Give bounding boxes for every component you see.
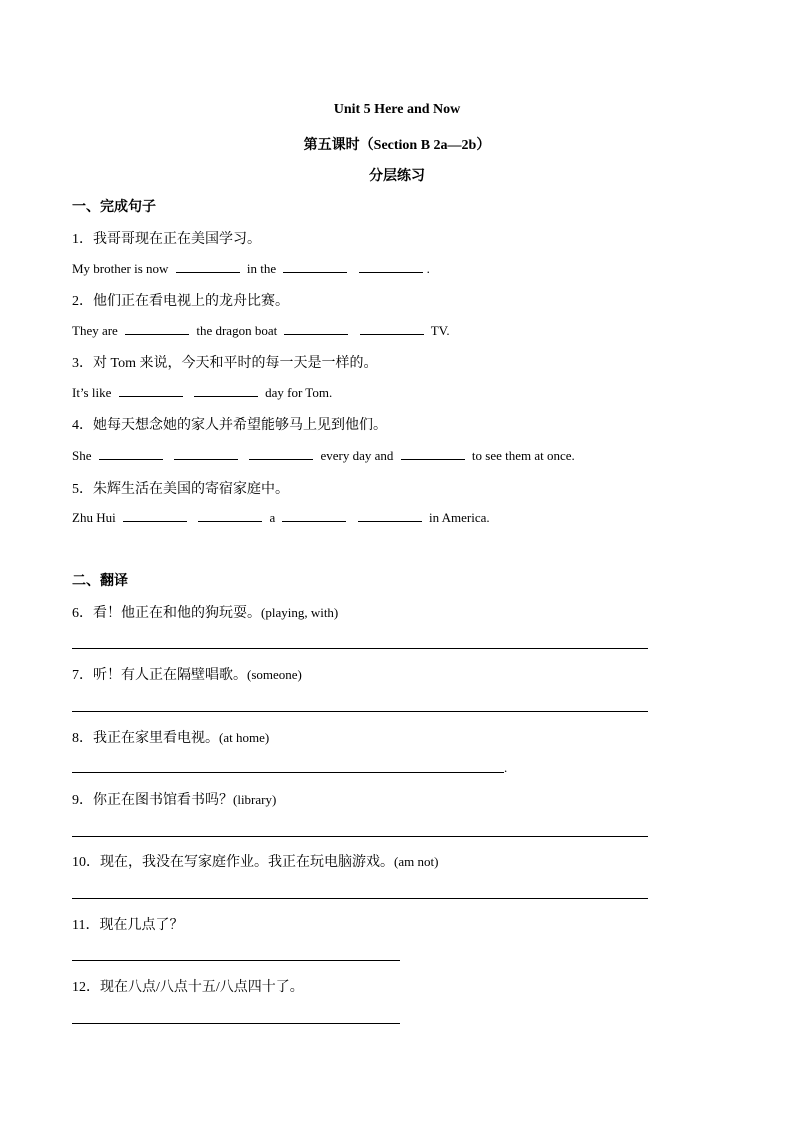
question-1-english bbox=[72, 260, 430, 277]
section-heading-complete-sentences: 一、完成句子 bbox=[72, 200, 156, 215]
q10-hint: (am not) bbox=[394, 854, 439, 869]
q8-hint: (at home) bbox=[219, 730, 270, 745]
question-5-english bbox=[72, 509, 490, 526]
q7-hint: (someone) bbox=[247, 667, 302, 682]
q1-text-b: in the bbox=[246, 261, 277, 276]
answer-line[interactable] bbox=[72, 711, 648, 712]
page-subtitle-2: 分层练习 bbox=[369, 169, 425, 184]
answer-line[interactable] bbox=[72, 898, 648, 899]
q1-text-a: My brother is now bbox=[72, 261, 169, 276]
answer-blank[interactable] bbox=[176, 260, 240, 273]
question-4-english bbox=[72, 447, 575, 464]
page-title: Unit 5 Here and Now bbox=[333, 102, 461, 117]
section-heading-translation: 二、翻译 bbox=[72, 574, 128, 589]
answer-line[interactable] bbox=[72, 836, 648, 837]
answer-line[interactable] bbox=[72, 772, 504, 773]
answer-blank[interactable] bbox=[99, 447, 163, 460]
question-2-english bbox=[72, 322, 450, 339]
answer-blank[interactable] bbox=[123, 509, 187, 522]
answer-blank[interactable] bbox=[125, 322, 189, 335]
q4-text-c: to see them at once. bbox=[471, 448, 575, 463]
q6-hint: (playing, with) bbox=[261, 605, 339, 620]
answer-blank[interactable] bbox=[358, 509, 422, 522]
answer-blank[interactable] bbox=[360, 322, 424, 335]
answer-blank[interactable] bbox=[401, 447, 465, 460]
q5-text-c: in America. bbox=[428, 510, 490, 525]
question-4-chinese: 4．她每天想念她的家人并希望能够马上见到他们。 bbox=[72, 418, 387, 433]
q12-chinese: 12．现在八点/八点十五/八点四十了。 bbox=[72, 980, 304, 995]
answer-line[interactable] bbox=[72, 648, 648, 649]
q3-text-a: It’s like bbox=[72, 385, 112, 400]
question-10 bbox=[72, 851, 438, 871]
question-7 bbox=[72, 664, 302, 684]
q10-chinese: 10．现在，我没在写家庭作业。我正在玩电脑游戏。 bbox=[72, 855, 394, 870]
answer-line[interactable] bbox=[72, 1023, 400, 1024]
q8-chinese: 8．我正在家里看电视。 bbox=[72, 731, 219, 746]
answer-blank[interactable] bbox=[198, 509, 262, 522]
question-9 bbox=[72, 789, 276, 809]
answer-line[interactable] bbox=[72, 960, 400, 961]
q6-chinese: 6．看！他正在和他的狗玩耍。 bbox=[72, 606, 261, 621]
q8-period: . bbox=[504, 760, 508, 775]
question-8 bbox=[72, 727, 269, 747]
answer-blank[interactable] bbox=[174, 447, 238, 460]
q11-chinese: 11．现在几点了？ bbox=[72, 918, 184, 933]
answer-blank[interactable] bbox=[359, 260, 423, 273]
answer-blank[interactable] bbox=[282, 509, 346, 522]
page-subtitle: 第五课时（Section B 2a—2b） bbox=[303, 138, 491, 153]
answer-blank[interactable] bbox=[249, 447, 313, 460]
q5-text-b: a bbox=[269, 510, 276, 525]
answer-blank[interactable] bbox=[283, 260, 347, 273]
answer-blank[interactable] bbox=[284, 322, 348, 335]
q7-chinese: 7．听！有人正在隔壁唱歌。 bbox=[72, 668, 247, 683]
q2-text-a: They are bbox=[72, 323, 118, 338]
q1-text-c: . bbox=[426, 261, 430, 276]
question-3-chinese: 3．对 Tom 来说，今天和平时的每一天是一样的。 bbox=[72, 356, 378, 371]
question-11 bbox=[72, 914, 183, 934]
q2-text-b: the dragon boat bbox=[196, 323, 278, 338]
question-3-english bbox=[72, 384, 332, 401]
q9-chinese: 9．你正在图书馆看书吗？ bbox=[72, 793, 233, 808]
question-1-chinese: 1．我哥哥现在正在美国学习。 bbox=[72, 232, 261, 247]
q4-text-b: every day and bbox=[320, 448, 394, 463]
question-12 bbox=[72, 976, 304, 996]
q9-hint: (library) bbox=[233, 792, 277, 807]
q4-text-a: She bbox=[72, 448, 92, 463]
question-6 bbox=[72, 602, 338, 622]
q3-text-b: day for Tom. bbox=[265, 385, 333, 400]
question-5-chinese: 5．朱辉生活在美国的寄宿家庭中。 bbox=[72, 482, 289, 497]
q5-text-a: Zhu Hui bbox=[72, 510, 116, 525]
answer-blank[interactable] bbox=[194, 384, 258, 397]
answer-blank[interactable] bbox=[119, 384, 183, 397]
question-2-chinese: 2．他们正在看电视上的龙舟比赛。 bbox=[72, 294, 289, 309]
q2-text-c: TV. bbox=[430, 323, 450, 338]
